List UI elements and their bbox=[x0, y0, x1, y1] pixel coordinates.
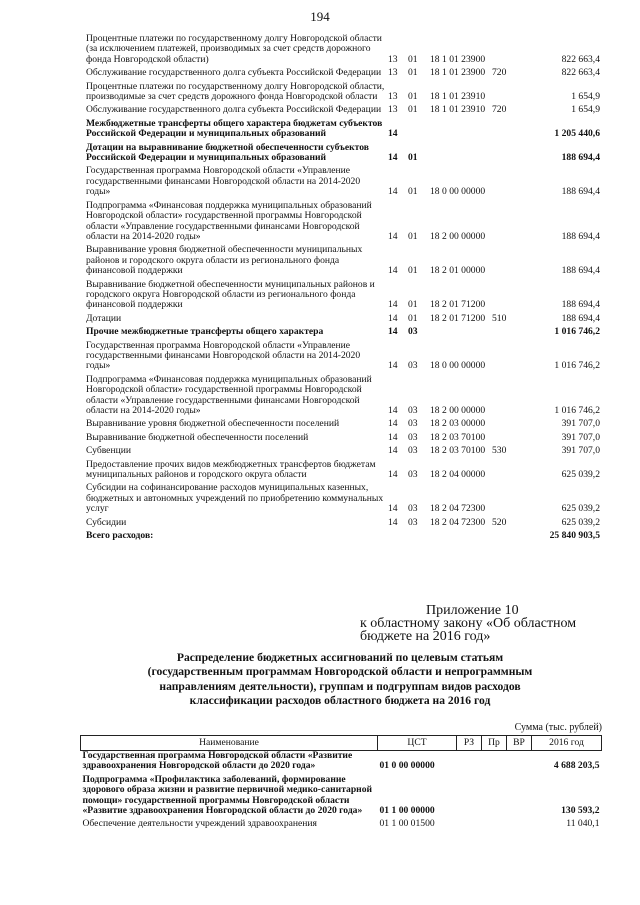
appendix-number: Приложение 10 bbox=[426, 603, 519, 618]
table-row bbox=[86, 65, 600, 78]
appendix-budget-ref: бюджете на 2016 год» bbox=[360, 629, 491, 644]
row-vr bbox=[492, 163, 522, 197]
row-sum: 188 694,4 bbox=[561, 230, 600, 242]
row-sum: 822 663,4 bbox=[561, 53, 600, 65]
table-row bbox=[86, 242, 600, 276]
row-name: Процентные платежи по государственному долгу Новгородской области, производимые за счет средств дорожного фонда Новгородской области bbox=[86, 80, 385, 103]
row-sum: 1 654,9 bbox=[571, 104, 600, 116]
row-rz bbox=[457, 751, 482, 772]
table-row bbox=[86, 457, 600, 481]
table-row bbox=[81, 816, 602, 829]
row-rz bbox=[388, 528, 408, 541]
row-sum: 25 840 903,5 bbox=[549, 530, 600, 542]
row-pr bbox=[482, 751, 507, 772]
expenses-table-continued bbox=[86, 34, 600, 541]
row-name: Процентные платежи по государственному долгу Новгородской области (за исключением платежей, производимых за счет средств дорожного фонда Новгородской области) bbox=[86, 33, 382, 65]
row-pr: 01 bbox=[408, 299, 418, 311]
row-sum: 188 694,4 bbox=[561, 265, 600, 277]
row-pr: 03 bbox=[408, 418, 418, 430]
table-row bbox=[86, 443, 600, 456]
row-name: Субсидии на софинансирование расходов муниципальных казенных, бюджетных и автономных учреждений по приобретению коммунальных услуг bbox=[86, 482, 384, 515]
row-sum: 625 039,2 bbox=[561, 516, 600, 528]
row-sum: 1 016 746,2 bbox=[554, 360, 600, 372]
row-rz: 14 bbox=[388, 299, 398, 311]
page-number: 194 bbox=[310, 9, 330, 24]
row-rz: 14 bbox=[388, 312, 398, 324]
row-cst: 01 1 00 01500 bbox=[379, 818, 435, 830]
row-pr: 03 bbox=[408, 469, 418, 481]
row-name: Выравнивание уровня бюджетной обеспеченности муниципальных районов и городского округа области из регионального фонда финансовой поддержки bbox=[86, 244, 363, 277]
row-sum: 4 688 203,5 bbox=[553, 760, 600, 772]
table-row bbox=[86, 163, 600, 197]
table-row bbox=[86, 198, 600, 243]
row-name: Дотации на выравнивание бюджетной обеспеченности субъектов Российской Федерации и муниципальных образований bbox=[86, 141, 369, 164]
table-row bbox=[81, 772, 602, 817]
table-row bbox=[86, 372, 600, 417]
title-line: направлениям деятельности), группам и подгруппам видов расходов bbox=[159, 679, 521, 693]
row-cst: 18 2 04 72300 bbox=[430, 503, 486, 515]
appendix-heading bbox=[360, 604, 600, 643]
row-name: Государственная программа Новгородской области «Развитие здравоохранения Новгородской области до 2020 года» bbox=[82, 750, 353, 772]
row-vr: 510 bbox=[492, 312, 507, 324]
row-vr bbox=[507, 772, 532, 817]
row-cst: 18 2 01 71200 bbox=[430, 299, 486, 311]
row-pr: 03 bbox=[408, 516, 418, 528]
row-pr: 03 bbox=[408, 326, 418, 338]
row-cst: 18 2 03 70100 bbox=[430, 445, 486, 457]
row-cst: 18 2 04 72300 bbox=[430, 516, 486, 528]
row-pr: 01 bbox=[408, 91, 418, 103]
table-row bbox=[86, 277, 600, 311]
row-cst: 18 2 03 70100 bbox=[430, 431, 486, 443]
row-pr: 03 bbox=[408, 431, 418, 443]
row-cst: 01 0 00 00000 bbox=[379, 760, 435, 772]
row-pr: 01 bbox=[408, 186, 418, 198]
row-sum: 822 663,4 bbox=[561, 67, 600, 79]
row-rz: 14 bbox=[388, 516, 398, 528]
row-rz: 14 bbox=[388, 445, 398, 457]
row-vr bbox=[492, 242, 522, 276]
row-sum: 188 694,4 bbox=[561, 312, 600, 324]
row-pr: 03 bbox=[408, 503, 418, 515]
header-pr: Пр bbox=[482, 736, 507, 751]
row-sum: 1 016 746,2 bbox=[554, 326, 600, 338]
row-vr: 520 bbox=[492, 516, 507, 528]
row-name: Государственная программа Новгородской области «Управление государственными финансами Новгородской области на 2014-2020 годы» bbox=[86, 339, 361, 372]
row-name: Подпрограмма «Профилактика заболеваний, формирование здорового образа жизни и развитие первичной медико-санитарной помощи» государственной программы Новгородской области «Развитие здравоохранения Новгородской области до 2020 года» bbox=[82, 773, 373, 817]
row-sum: 1 205 440,6 bbox=[554, 128, 600, 140]
table-row bbox=[81, 751, 602, 772]
row-cst bbox=[430, 528, 492, 541]
row-pr: 01 bbox=[408, 152, 418, 164]
distribution-title bbox=[100, 651, 580, 709]
row-name: Всего расходов: bbox=[86, 530, 154, 542]
row-cst: 18 2 00 00000 bbox=[430, 230, 486, 242]
row-vr bbox=[492, 34, 522, 65]
row-rz: 14 bbox=[388, 128, 398, 140]
row-cst: 18 2 04 00000 bbox=[430, 469, 486, 481]
row-pr bbox=[482, 772, 507, 817]
row-sum: 130 593,2 bbox=[561, 805, 600, 817]
row-rz: 13 bbox=[388, 67, 398, 79]
row-pr: 03 bbox=[408, 360, 418, 372]
table-row bbox=[86, 480, 600, 514]
appendix-law-ref: к областному закону «Об областном bbox=[360, 616, 577, 631]
table-row bbox=[86, 311, 600, 324]
row-rz: 13 bbox=[388, 53, 398, 65]
row-vr bbox=[492, 416, 522, 429]
row-name: Предоставление прочих видов межбюджетных трансфертов бюджетам муниципальных районов и городского округа области bbox=[86, 458, 376, 481]
row-rz bbox=[457, 772, 482, 817]
row-rz: 14 bbox=[388, 326, 398, 338]
row-name: Выравнивание бюджетной обеспеченности поселений bbox=[86, 431, 309, 443]
row-vr bbox=[492, 198, 522, 243]
row-rz: 14 bbox=[388, 418, 398, 430]
row-name: Выравнивание уровня бюджетной обеспеченности поселений bbox=[86, 418, 340, 430]
row-cst: 18 1 01 23910 bbox=[430, 104, 486, 116]
row-vr: 530 bbox=[492, 445, 507, 457]
row-pr bbox=[408, 116, 430, 140]
table-row bbox=[86, 515, 600, 528]
row-rz: 13 bbox=[388, 104, 398, 116]
row-sum: 391 707,0 bbox=[561, 431, 600, 443]
row-cst bbox=[430, 324, 492, 337]
row-sum: 1 654,9 bbox=[571, 91, 600, 103]
row-rz: 14 bbox=[388, 431, 398, 443]
row-vr bbox=[492, 372, 522, 417]
row-vr bbox=[507, 751, 532, 772]
row-sum: 11 040,1 bbox=[566, 818, 600, 830]
row-sum: 391 707,0 bbox=[561, 445, 600, 457]
table-row bbox=[86, 338, 600, 372]
row-vr bbox=[492, 338, 522, 372]
row-rz: 14 bbox=[388, 503, 398, 515]
row-name: Выравнивание бюджетной обеспеченности муниципальных районов и городского округа Новгородской области из регионального фонда финансовой поддержки bbox=[86, 278, 375, 311]
row-vr bbox=[492, 79, 522, 103]
row-cst: 18 1 01 23900 bbox=[430, 67, 486, 79]
row-rz: 14 bbox=[388, 265, 398, 277]
row-sum: 625 039,2 bbox=[561, 469, 600, 481]
table-row bbox=[86, 140, 600, 164]
row-name: Обслуживание государственного долга субъекта Российской Федерации bbox=[86, 104, 382, 116]
row-pr: 01 bbox=[408, 230, 418, 242]
row-rz: 14 bbox=[388, 230, 398, 242]
row-cst: 18 0 00 00000 bbox=[430, 186, 486, 198]
row-cst bbox=[430, 140, 492, 164]
row-sum: 188 694,4 bbox=[561, 186, 600, 198]
row-rz: 14 bbox=[388, 360, 398, 372]
table-row bbox=[86, 430, 600, 443]
row-cst bbox=[430, 116, 492, 140]
row-name: Подпрограмма «Финансовая поддержка муниципальных образований Новгородской области» государственной программы Новгородской области «Управление государственными финансами Новгородской области на 2014-2020 годы» bbox=[86, 373, 372, 416]
row-cst: 18 1 01 23910 bbox=[430, 91, 486, 103]
table-row bbox=[86, 102, 600, 115]
row-rz: 14 bbox=[388, 405, 398, 416]
row-pr: 01 bbox=[408, 312, 418, 324]
header-name: Наименование bbox=[81, 736, 378, 751]
row-sum: 188 694,4 bbox=[561, 299, 600, 311]
row-vr bbox=[492, 430, 522, 443]
row-pr: 03 bbox=[408, 445, 418, 457]
row-name: Обслуживание государственного долга субъекта Российской Федерации bbox=[86, 67, 382, 79]
table-row bbox=[86, 528, 600, 541]
row-cst: 18 2 00 00000 bbox=[430, 405, 486, 416]
row-rz: 14 bbox=[388, 469, 398, 481]
row-pr: 01 bbox=[408, 265, 418, 277]
header-cst: ЦСТ bbox=[378, 736, 457, 751]
row-vr: 720 bbox=[492, 67, 507, 79]
row-rz: 13 bbox=[388, 91, 398, 103]
row-name: Межбюджетные трансферты общего характера бюджетам субъектов Российской Федерации и муниципальных образований bbox=[86, 117, 383, 140]
row-name: Субвенции bbox=[86, 445, 131, 457]
row-pr: 01 bbox=[408, 104, 418, 116]
row-rz: 14 bbox=[388, 186, 398, 198]
row-sum: 391 707,0 bbox=[561, 418, 600, 430]
distribution-table bbox=[80, 735, 602, 830]
row-pr: 01 bbox=[408, 67, 418, 79]
table-row bbox=[86, 34, 600, 65]
row-cst: 18 0 00 00000 bbox=[430, 360, 486, 372]
row-name: Подпрограмма «Финансовая поддержка муниципальных образований Новгородской области» государственной программы Новгородской области «Управление государственными финансами Новгородской области на 2014-2020 годы» bbox=[86, 199, 372, 242]
table-row bbox=[86, 416, 600, 429]
row-cst: 18 2 01 00000 bbox=[430, 265, 486, 277]
table-header-row bbox=[81, 736, 602, 751]
row-name: Дотации bbox=[86, 312, 122, 324]
table-row bbox=[86, 79, 600, 103]
row-pr bbox=[408, 528, 430, 541]
title-line: (государственным программам Новгородской области и непрограммным bbox=[147, 665, 533, 679]
header-vr: ВР bbox=[507, 736, 532, 751]
row-pr: 01 bbox=[408, 53, 418, 65]
units-label: Сумма (тыс. рублей) bbox=[514, 722, 602, 733]
row-name: Обеспечение деятельности учреждений здравоохранения bbox=[82, 818, 317, 830]
row-vr bbox=[492, 277, 522, 311]
table-row bbox=[86, 116, 600, 140]
row-cst: 18 2 03 00000 bbox=[430, 418, 486, 430]
row-vr bbox=[492, 528, 522, 541]
header-rz: РЗ bbox=[457, 736, 482, 751]
row-name: Прочие межбюджетные трансферты общего характера bbox=[86, 326, 324, 338]
row-vr bbox=[492, 116, 522, 140]
row-vr bbox=[492, 457, 522, 481]
table-row bbox=[86, 324, 600, 337]
row-vr bbox=[492, 140, 522, 164]
row-rz: 14 bbox=[388, 152, 398, 164]
row-sum: 625 039,2 bbox=[561, 503, 600, 515]
title-line: классификации расходов областного бюджета на 2016 год bbox=[189, 694, 491, 708]
row-name: Государственная программа Новгородской области «Управление государственными финансами Новгородской области на 2014-2020 годы» bbox=[86, 165, 361, 198]
row-vr bbox=[507, 816, 532, 829]
row-vr: 720 bbox=[492, 104, 507, 116]
row-rz bbox=[457, 816, 482, 829]
row-cst: 18 1 01 23900 bbox=[430, 53, 486, 65]
row-name: Субсидии bbox=[86, 516, 127, 528]
row-cst: 18 2 01 71200 bbox=[430, 312, 486, 324]
row-pr: 03 bbox=[408, 405, 418, 416]
row-vr bbox=[492, 480, 522, 514]
row-vr bbox=[492, 324, 522, 337]
title-line: Распределение бюджетных ассигнований по целевым статьям bbox=[176, 651, 504, 664]
header-year: 2016 год bbox=[532, 736, 602, 751]
row-sum: 188 694,4 bbox=[561, 152, 600, 164]
row-pr bbox=[482, 816, 507, 829]
row-cst: 01 1 00 00000 bbox=[379, 805, 435, 817]
row-sum: 1 016 746,2 bbox=[554, 405, 600, 416]
